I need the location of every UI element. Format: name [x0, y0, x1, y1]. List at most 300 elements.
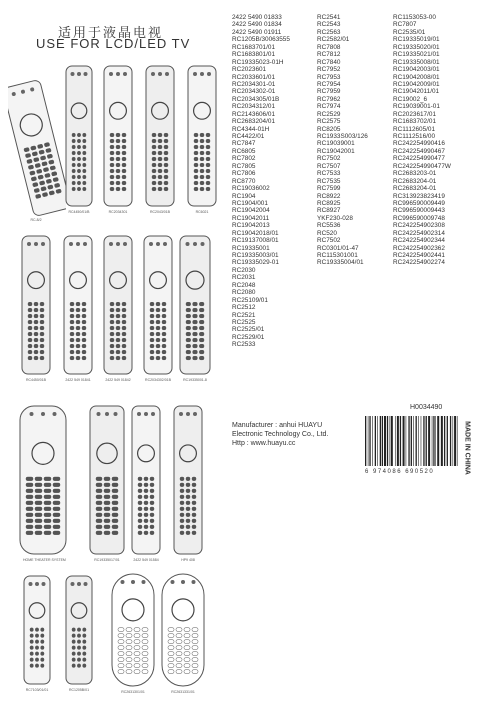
model-number: RC242254990467 — [393, 147, 445, 155]
remote-button — [34, 344, 38, 348]
model-number: RC8927 — [317, 207, 341, 215]
model-number: RC4422/01 — [232, 133, 265, 140]
remote-button — [122, 175, 126, 179]
remote-button — [40, 314, 44, 318]
remote-button — [158, 139, 162, 143]
model-number: RC2541 — [317, 14, 341, 21]
remote-button — [194, 175, 198, 179]
model-number: RC242254902344 — [393, 237, 445, 245]
remote-button — [72, 145, 75, 149]
remote-button — [152, 187, 156, 191]
remote-top-button — [121, 580, 125, 584]
remote-button — [112, 489, 118, 493]
remote-button — [199, 308, 204, 312]
remote-button — [53, 519, 60, 523]
remote-button — [138, 507, 142, 511]
model-number: RC1683801/01 — [232, 51, 275, 59]
model-number: RC2533 — [232, 341, 256, 349]
remote-button — [110, 314, 114, 318]
remote-button — [110, 175, 114, 179]
remote-top-button — [41, 242, 45, 246]
remote-button — [122, 332, 126, 336]
remote-button — [193, 344, 198, 348]
remote-button — [206, 151, 210, 155]
remote-caption: RC4450/01/B — [68, 210, 90, 214]
remote-button — [28, 302, 32, 306]
barcode-bar — [457, 416, 458, 466]
remote-button — [186, 356, 191, 360]
remote-top-button — [201, 242, 205, 246]
remote-top-button — [207, 72, 211, 76]
remote-button — [156, 326, 160, 330]
remote-button — [44, 513, 51, 517]
remote-caption: RC2631331/01 — [171, 690, 195, 694]
remote-button — [193, 302, 198, 306]
remote-button — [83, 139, 86, 143]
remote-button — [41, 658, 44, 662]
remote-button — [35, 495, 42, 499]
remote-button — [44, 489, 51, 493]
barcode-bar — [411, 416, 412, 466]
barcode-bar — [384, 416, 386, 466]
remote-button — [83, 163, 86, 167]
remote-button — [104, 519, 110, 523]
model-number: RC7802 — [232, 155, 256, 163]
remote-top-button — [151, 72, 155, 76]
remote-button — [206, 181, 210, 185]
remote-button — [96, 525, 102, 529]
model-number: RC19042004 — [232, 207, 270, 215]
remote-button — [206, 145, 210, 149]
remote-button — [186, 302, 191, 306]
remote-button — [180, 477, 184, 481]
model-number: RC5536 — [317, 222, 341, 230]
remote-button — [186, 308, 191, 312]
remote-button — [193, 326, 198, 330]
remote-button — [53, 489, 60, 493]
remote-top-button — [27, 242, 31, 246]
remote-button — [110, 302, 114, 306]
remote-button — [156, 350, 160, 354]
model-number: RC2563 — [317, 28, 341, 36]
model-number: RC242254990416 — [393, 140, 445, 148]
model-number: RC19036002 — [232, 185, 270, 193]
remote-button — [26, 513, 33, 517]
model-column-3 — [393, 14, 451, 267]
remote-button — [150, 531, 154, 535]
barcode-bar — [441, 416, 443, 466]
model-number: RC1904/001 — [232, 199, 268, 207]
remote-button — [53, 513, 60, 517]
remote-button — [193, 332, 198, 336]
remote-caption: 2422 549 01841 — [65, 378, 91, 382]
remote-button — [76, 338, 80, 342]
model-number: RC242254990477 — [393, 155, 445, 163]
remote-button — [70, 332, 74, 336]
remote-button — [144, 507, 148, 511]
remote-button — [152, 175, 156, 179]
remote-button — [96, 531, 102, 535]
remote-image — [10, 396, 76, 564]
remote-button — [192, 525, 196, 529]
remote-button — [30, 640, 33, 644]
model-number: RC19335019/01 — [393, 36, 440, 44]
model-number: RC2683204-01 — [393, 185, 437, 193]
remote-image — [94, 56, 142, 216]
remote-caption: RC19335001-8 — [183, 378, 207, 382]
remote-button — [122, 302, 126, 306]
remote-button — [40, 308, 44, 312]
remote-button — [122, 338, 126, 342]
remote-button — [53, 495, 60, 499]
remote-button — [158, 157, 162, 161]
remote-caption: RC1205B/01 — [68, 688, 90, 692]
remote-button — [150, 314, 154, 318]
remote-button — [150, 483, 154, 487]
remote-top-button — [77, 582, 81, 586]
remote-button — [116, 139, 120, 143]
remote-button — [186, 489, 190, 493]
remote-button — [144, 525, 148, 529]
model-number: RC2582/01 — [317, 36, 350, 44]
remote-button — [112, 513, 118, 517]
remote-button — [150, 519, 154, 523]
remote-caption: RC-8/2 — [30, 218, 42, 222]
remote-button — [35, 519, 42, 523]
remote-button — [156, 308, 160, 312]
remote-button — [28, 308, 32, 312]
remote-button — [83, 628, 86, 632]
remote-button — [156, 314, 160, 318]
remote-button — [194, 163, 198, 167]
remote-button — [26, 483, 33, 487]
model-number: RC19335029-01 — [232, 259, 279, 267]
remote-button — [138, 495, 142, 499]
remote-button — [199, 338, 204, 342]
barcode-digits: 6 974086 690520 — [365, 469, 435, 475]
remote-button — [150, 302, 154, 306]
barcode-code: H0034490 — [410, 404, 443, 411]
remote-button — [30, 646, 33, 650]
model-number: RC7533 — [317, 170, 341, 178]
remote-button — [96, 501, 102, 505]
barcode-bar — [377, 416, 378, 466]
remote-top-button — [109, 242, 113, 246]
model-number: RC2023617/01 — [393, 110, 436, 118]
remote-button — [82, 326, 86, 330]
barcode-bar — [416, 416, 417, 466]
remote-button — [53, 483, 60, 487]
remote-button — [77, 175, 80, 179]
remote-caption: RC2034302/01B — [145, 378, 171, 382]
remote-button — [35, 634, 38, 638]
remote-top-button — [105, 412, 109, 416]
remote-caption: HP9 408 — [181, 558, 195, 562]
remote-button — [96, 507, 102, 511]
model-number: RC242254902314 — [393, 229, 445, 237]
remote-top-button — [76, 242, 80, 246]
model-number: RC2048 — [232, 281, 256, 289]
remote-button — [72, 169, 75, 173]
model-number: RC19335008/01 — [393, 58, 440, 66]
barcode-bar — [368, 416, 369, 466]
remote-button — [72, 133, 75, 137]
remote-button — [193, 350, 198, 354]
remote-caption: RC19335017/01 — [94, 558, 120, 562]
model-number: RC520 — [317, 229, 337, 237]
remote-button — [194, 151, 198, 155]
remote-button — [158, 151, 162, 155]
remote-button — [53, 507, 60, 511]
model-number: RC19335001 — [232, 244, 270, 252]
model-number: RC0301/01-47 — [317, 244, 359, 252]
remote-button — [200, 151, 204, 155]
remote-button — [76, 308, 80, 312]
remote-button — [180, 525, 184, 529]
remote-button — [110, 187, 114, 191]
model-number: RC7535 — [317, 177, 341, 185]
remote-top-button — [84, 582, 88, 586]
remote-button — [34, 338, 38, 342]
remote-button — [200, 157, 204, 161]
remote-button — [40, 320, 44, 324]
remote-button — [150, 356, 154, 360]
remote-button — [164, 163, 168, 167]
remote-button — [138, 513, 142, 517]
remote-top-button — [193, 72, 197, 76]
remote-button — [122, 133, 126, 137]
barcode-bar — [435, 416, 436, 466]
remote-top-button — [158, 72, 162, 76]
remote-button — [72, 139, 75, 143]
remote-button — [26, 477, 33, 481]
remote-top-button — [71, 582, 75, 586]
remote-button — [83, 658, 86, 662]
remote-button — [83, 157, 86, 161]
remote-button — [96, 519, 102, 523]
model-number: RC313923823419 — [393, 192, 445, 200]
remote-button — [144, 477, 148, 481]
remote-button — [28, 320, 32, 324]
remote-button — [41, 664, 44, 668]
remote-button — [116, 157, 120, 161]
remote-top-button — [193, 242, 197, 246]
remote-button — [82, 302, 86, 306]
remote-button — [83, 652, 86, 656]
remote-button — [206, 157, 210, 161]
remote-button — [150, 344, 154, 348]
remote-button — [41, 634, 44, 638]
remote-button — [199, 356, 204, 360]
remote-button — [200, 139, 204, 143]
model-number: RC7952 — [317, 66, 341, 74]
remote-button — [112, 519, 118, 523]
remote-button — [192, 495, 196, 499]
remote-button — [194, 139, 198, 143]
remote-button — [70, 350, 74, 354]
model-number: RC7502 — [317, 155, 341, 163]
remote-button — [116, 326, 120, 330]
model-number: RC8925 — [317, 199, 341, 207]
model-number: RC19137008/01 — [232, 237, 279, 245]
model-number: RC1683701/01 — [232, 43, 275, 51]
remote-button — [70, 344, 74, 348]
remote-button — [70, 326, 74, 330]
remote-button — [35, 483, 42, 487]
remote-button — [53, 477, 60, 481]
model-number: RC19039001 — [317, 140, 355, 148]
remote-button — [35, 513, 42, 517]
model-number: RC19042018/01 — [232, 229, 279, 237]
model-number: RC2030 — [232, 266, 256, 274]
remote-button — [112, 507, 118, 511]
remote-top-button — [97, 412, 101, 416]
remote-top-button — [163, 242, 167, 246]
remote-button — [150, 489, 154, 493]
remote-button — [116, 302, 120, 306]
remote-button — [40, 344, 44, 348]
remote-button — [152, 133, 156, 137]
remote-button — [116, 187, 120, 191]
remote-button — [110, 350, 114, 354]
remote-button — [72, 664, 75, 668]
remote-button — [104, 501, 110, 505]
remote-button — [206, 175, 210, 179]
remote-button — [116, 181, 120, 185]
remote-top-button — [116, 242, 120, 246]
model-number: RC242254902441 — [393, 252, 445, 259]
remote-button — [83, 187, 86, 191]
model-number: RC115301001 — [317, 252, 358, 259]
remote-image — [14, 566, 60, 694]
remote-button — [150, 326, 154, 330]
remote-button — [150, 513, 154, 517]
remote-button — [28, 350, 32, 354]
model-number: RC2034305/01B — [232, 95, 280, 103]
remote-button — [193, 338, 198, 342]
model-column-2 — [317, 14, 368, 267]
remote-button — [156, 356, 160, 360]
remote-button — [76, 320, 80, 324]
remote-button — [104, 495, 110, 499]
model-number: RC7806 — [232, 170, 256, 178]
model-number: RC7847 — [232, 140, 256, 148]
remote-button — [82, 314, 86, 318]
model-number: RC7812 — [317, 51, 341, 59]
remote-button — [26, 531, 33, 535]
remote-button — [122, 151, 126, 155]
remote-button — [72, 652, 75, 656]
remote-top-button — [156, 242, 160, 246]
remote-button — [180, 501, 184, 505]
remote-button — [41, 652, 44, 656]
remote-button — [116, 356, 120, 360]
made-in-text: MADE IN CHINA — [463, 421, 471, 475]
remote-button — [199, 326, 204, 330]
remote-button — [206, 187, 210, 191]
barcode-bar — [395, 416, 396, 466]
remote-image — [12, 226, 60, 384]
remote-button — [162, 314, 166, 318]
remote-button — [186, 519, 190, 523]
remote-button — [186, 477, 190, 481]
remote-button — [72, 181, 75, 185]
manufacturer-info — [232, 421, 328, 448]
barcode-bar — [403, 416, 405, 466]
remote-button — [26, 507, 33, 511]
model-number: RC7502 — [317, 237, 341, 245]
model-number: RC19042001 — [317, 147, 355, 155]
remote-button — [104, 483, 110, 487]
remote-top-button — [116, 72, 120, 76]
remote-button — [180, 513, 184, 517]
remote-button — [110, 332, 114, 336]
remote-top-button — [186, 242, 190, 246]
remote-button — [110, 169, 114, 173]
remote-button — [180, 507, 184, 511]
remote-top-button — [77, 72, 81, 76]
remote-button — [30, 664, 33, 668]
barcode-bar — [450, 416, 451, 466]
model-number: RC2543 — [317, 21, 341, 29]
remote-button — [96, 513, 102, 517]
remote-top-button — [192, 580, 196, 584]
remote-button — [186, 350, 191, 354]
barcode-bar — [418, 416, 419, 466]
remote-button — [40, 350, 44, 354]
model-number: RC1153053-00 — [393, 14, 436, 21]
remote-button — [72, 658, 75, 662]
remote-caption: RC2631301/01 — [121, 690, 145, 694]
remote-button — [44, 507, 51, 511]
remote-button — [200, 175, 204, 179]
barcode-bar — [454, 416, 456, 466]
remote-button — [44, 525, 51, 529]
remote-button — [116, 344, 120, 348]
remote-button — [110, 326, 114, 330]
remote-button — [162, 356, 166, 360]
remote-button — [164, 175, 168, 179]
barcode-bar — [413, 416, 414, 466]
remote-top-button — [30, 412, 34, 416]
remote-button — [77, 646, 80, 650]
remote-button — [186, 483, 190, 487]
barcode-bar — [397, 416, 399, 466]
remote-button — [40, 356, 44, 360]
remote-button — [144, 495, 148, 499]
remote-button — [34, 320, 38, 324]
remote-button — [199, 314, 204, 318]
model-number: RC19042013 — [232, 222, 270, 230]
model-number: 2422 5490 01833 — [232, 14, 282, 21]
model-number: RC1205B/30063555 — [232, 36, 290, 44]
remote-button — [164, 181, 168, 185]
remote-image — [178, 56, 226, 216]
remote-button — [180, 495, 184, 499]
remote-button — [77, 139, 80, 143]
remote-button — [53, 501, 60, 505]
model-number: RC2683204-01 — [393, 177, 437, 185]
model-number: RC6805 — [232, 147, 256, 155]
remote-button — [162, 350, 166, 354]
remote-top-button — [69, 242, 73, 246]
remote-top-button — [84, 72, 88, 76]
remote-button — [104, 531, 110, 535]
remote-button — [156, 302, 160, 306]
remote-button — [162, 302, 166, 306]
remote-top-button — [144, 412, 148, 416]
remote-button — [77, 169, 80, 173]
